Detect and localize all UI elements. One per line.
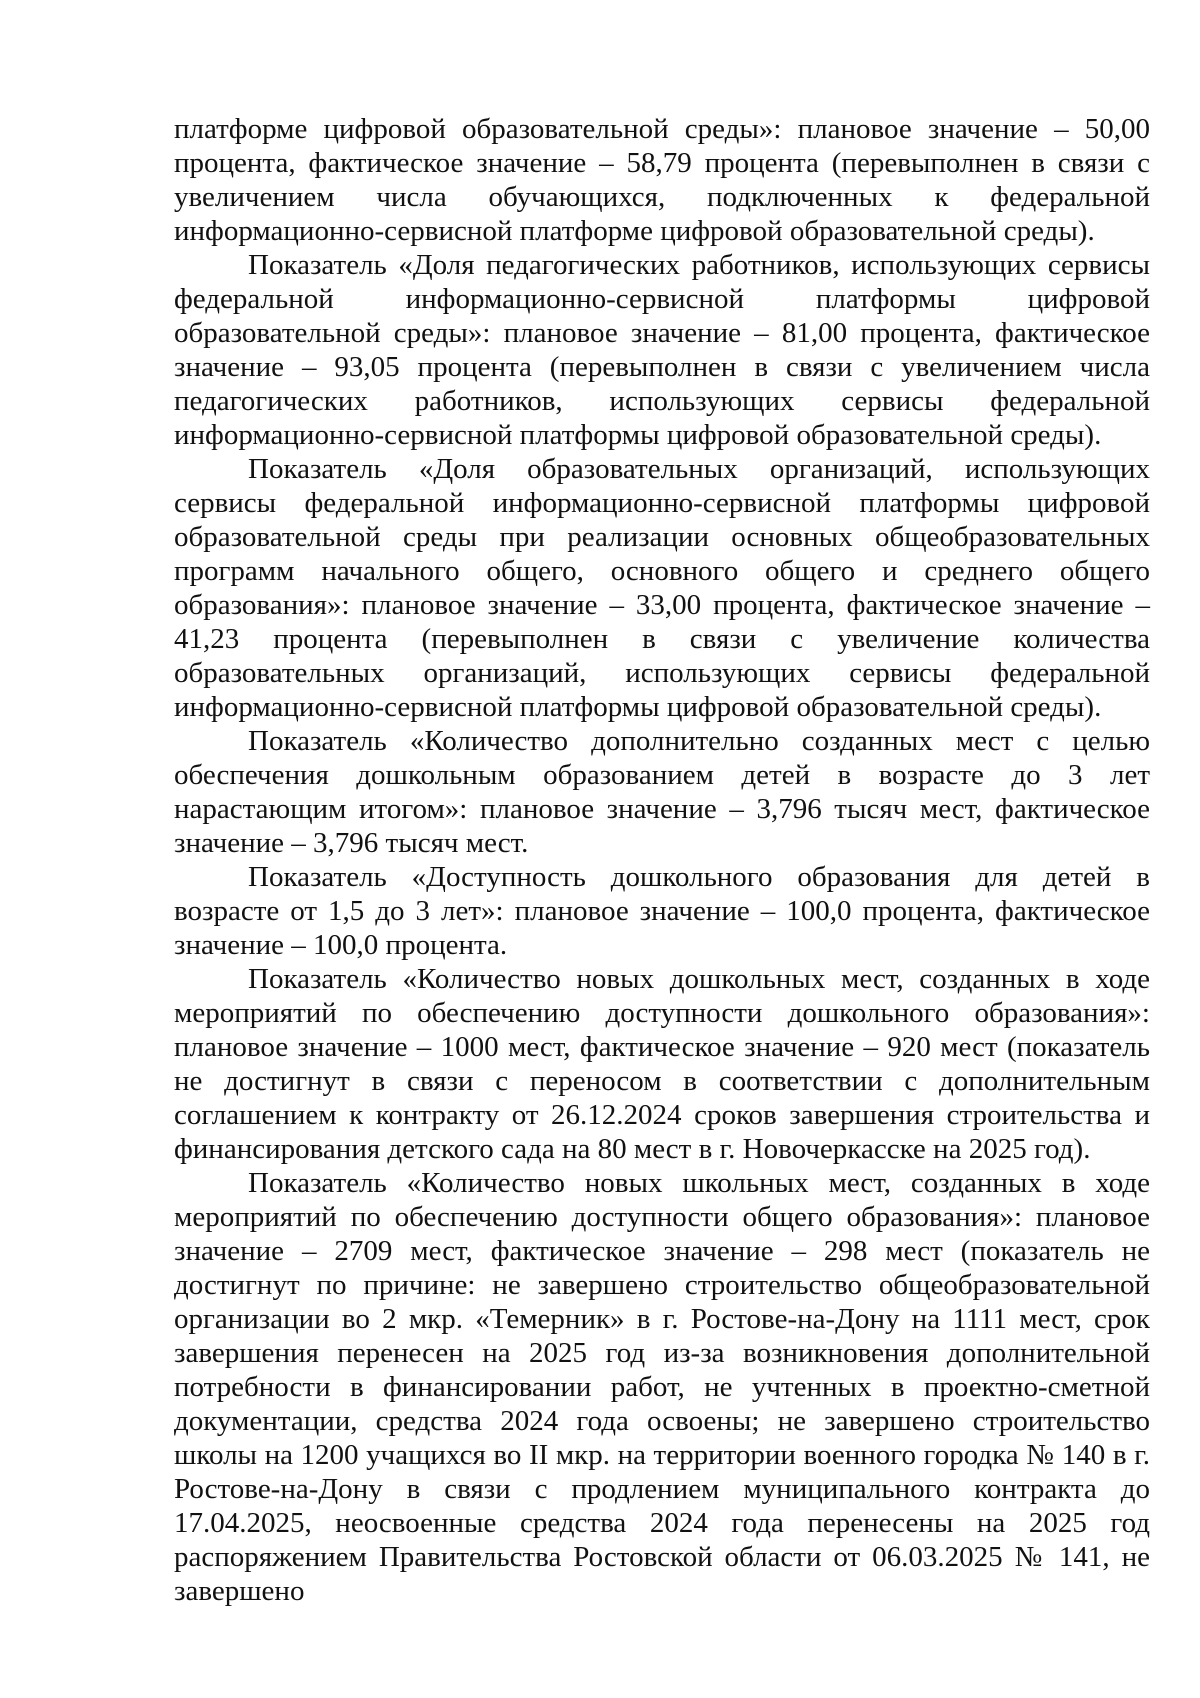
- paragraph-indicator-new-preschool-places: Показатель «Количество новых дошкольных мест, созданных в ходе мероприятий по обеспечению доступности дошкольного образования»: плановое значение – 1000 мест, фактическое значение – 920 мест (показатель не достигнут в связи с переносом в соответствии с дополнительным соглашением к контракту от 26.12.2024 сроков завершения строительства и финансирования детского сада на 80 мест в г. Новочеркасске на 2025 год).: [174, 963, 1150, 1165]
- paragraph-indicator-teachers: Показатель «Доля педагогических работников, использующих сервисы федеральной информационно-сервисной платформы цифровой образовательной среды»: плановое значение – 81,00 процента, фактическое значение – 93,05 процента (перевыполнен в связи с увеличением числа педагогических работников, использующих сервисы федеральной информационно-сервисной платформы цифровой образовательной среды).: [174, 249, 1150, 451]
- paragraph-indicator-preschool-access: Показатель «Доступность дошкольного образования для детей в возрасте от 1,5 до 3 лет»: плановое значение – 100,0 процента, фактическое значение – 100,0 процента.: [174, 861, 1150, 961]
- paragraph-indicator-new-school-places: Показатель «Количество новых школьных мест, созданных в ходе мероприятий по обеспечению доступности общего образования»: плановое значение – 2709 мест, фактическое значение – 298 мест (показатель не достигнут по причине: не завершено строительство общеобразовательной организации во 2 мкр. «Темерник» в г. Ростове-на-Дону на 1111 мест, срок завершения перенесен на 2025 год из-за возникновения дополнительной потребности в финансировании работ, не учтенных в проектно-сметной документации, средства 2024 года освоены; не завершено строительство школы на 1200 учащихся во II мкр. на территории военного городка № 140 в г. Ростове-на-Дону в связи с продлением муниципального контракта до 17.04.2025, неосвоенные средства 2024 года перенесены на 2025 год распоряжением Правительства Ростовской области от 06.03.2025 № 141, не завершено: [174, 1167, 1150, 1607]
- document-page: [174, 112, 1150, 1608]
- paragraph-indicator-organizations: Показатель «Доля образовательных организаций, использующих сервисы федеральной информационно-сервисной платформы цифровой образовательной среды при реализации основных общеобразовательных программ начального общего, основного общего и среднего общего образования»: плановое значение – 33,00 процента, фактическое значение – 41,23 процента (перевыполнен в связи с увеличение количества образовательных организаций, использующих сервисы федеральной информационно-сервисной платформы цифровой образовательной среды).: [174, 453, 1150, 723]
- paragraph-continuation: платформе цифровой образовательной среды»: плановое значение – 50,00 процента, фактическое значение – 58,79 процента (перевыполнен в связи с увеличением числа обучающихся, подключенных к федеральной информационно-сервисной платформе цифровой образовательной среды).: [174, 113, 1150, 247]
- paragraph-indicator-preschool-places: Показатель «Количество дополнительно созданных мест с целью обеспечения дошкольным образованием детей в возрасте до 3 лет нарастающим итогом»: плановое значение – 3,796 тысяч мест, фактическое значение – 3,796 тысяч мест.: [174, 725, 1150, 859]
